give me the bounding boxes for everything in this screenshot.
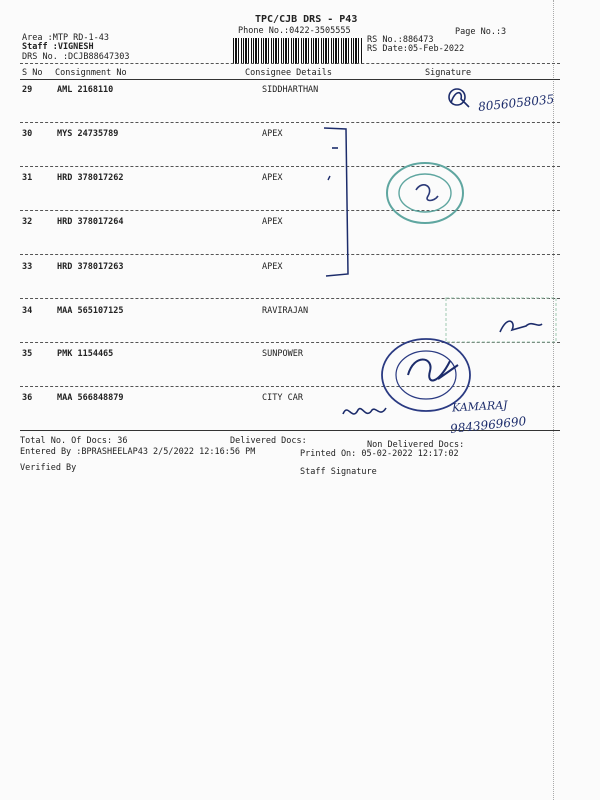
- row-divider: [20, 254, 560, 255]
- row-consignment: PMK 1154465: [57, 349, 114, 359]
- row-consignment: AML 2168110: [57, 85, 114, 95]
- row-sno: 31: [22, 173, 33, 183]
- signature-row36: [340, 400, 390, 426]
- row-consignee: APEX: [262, 217, 283, 227]
- entered-by: Entered By :BPRASHEELAP43 2/5/2022 12:16:56 PM: [20, 447, 256, 457]
- report-title: TPC/CJB DRS - P43: [255, 14, 358, 25]
- col-signature: Signature: [425, 68, 472, 78]
- col-consignment: Consignment No: [55, 68, 127, 78]
- columns-divider: [20, 79, 560, 80]
- row-consignee: CITY CAR: [262, 393, 303, 403]
- phone-number: Phone No.:0422-3505555: [238, 26, 351, 36]
- row-divider: [20, 122, 560, 123]
- col-consignee: Consignee Details: [245, 68, 332, 78]
- row-consignee: SUNPOWER: [262, 349, 303, 359]
- delivered-docs: Delivered Docs:: [230, 436, 307, 446]
- page-edge-line: [553, 0, 554, 800]
- row-sno: 33: [22, 262, 33, 272]
- row-consignment: HRD 378017264: [57, 217, 124, 227]
- verified-by: Verified By: [20, 463, 77, 473]
- handwritten-phone-row29: 8056058035: [477, 92, 555, 114]
- rs-date: RS Date:05-Feb-2022: [367, 44, 465, 54]
- row-divider: [20, 210, 560, 211]
- staff-label: Staff :VIGNESH: [22, 42, 94, 52]
- rs-number: RS No.:886473: [367, 35, 434, 45]
- row-consignee: RAVIRAJAN: [262, 306, 309, 316]
- printed-on: Printed On: 05-02-2022 12:17:02: [300, 449, 459, 459]
- row-divider: [20, 166, 560, 167]
- row-divider: [20, 386, 560, 387]
- drs-number: DRS No. :DCJB88647303: [22, 52, 130, 62]
- handwritten-phone-row36: 9843969690: [449, 414, 527, 436]
- area-label: Area :MTP RD-1-43: [22, 33, 109, 43]
- round-stamp-teal: [382, 158, 468, 228]
- row-sno: 36: [22, 393, 33, 403]
- total-docs: Total No. Of Docs: 36: [20, 436, 128, 446]
- signature-row29: [445, 85, 475, 115]
- non-delivered-docs: Non Delivered Docs:: [367, 440, 465, 450]
- row-consignment: MYS 24735789: [57, 129, 119, 139]
- row-consignment: HRD 378017263: [57, 262, 124, 272]
- row-sno: 34: [22, 306, 33, 316]
- bracket-mark: [318, 124, 358, 284]
- row-consignee: APEX: [262, 262, 283, 272]
- header-divider: [20, 63, 560, 64]
- row-consignment: MAA 566848879: [57, 393, 124, 403]
- row-consignee: APEX: [262, 129, 283, 139]
- handwritten-name-row36: KAMARAJ: [451, 398, 508, 415]
- row-sno: 29: [22, 85, 33, 95]
- row-consignment: HRD 378017262: [57, 173, 124, 183]
- col-sno: S No: [22, 68, 43, 78]
- page-number: Page No.:3: [455, 27, 507, 37]
- row-sno: 32: [22, 217, 33, 227]
- row-sno: 30: [22, 129, 33, 139]
- row-consignment: MAA 565107125: [57, 306, 124, 316]
- barcode: [233, 38, 363, 64]
- row-consignee: SIDDHARTHAN: [262, 85, 319, 95]
- row-sno: 35: [22, 349, 33, 359]
- staff-signature-label: Staff Signature: [300, 467, 377, 477]
- row-consignee: APEX: [262, 173, 283, 183]
